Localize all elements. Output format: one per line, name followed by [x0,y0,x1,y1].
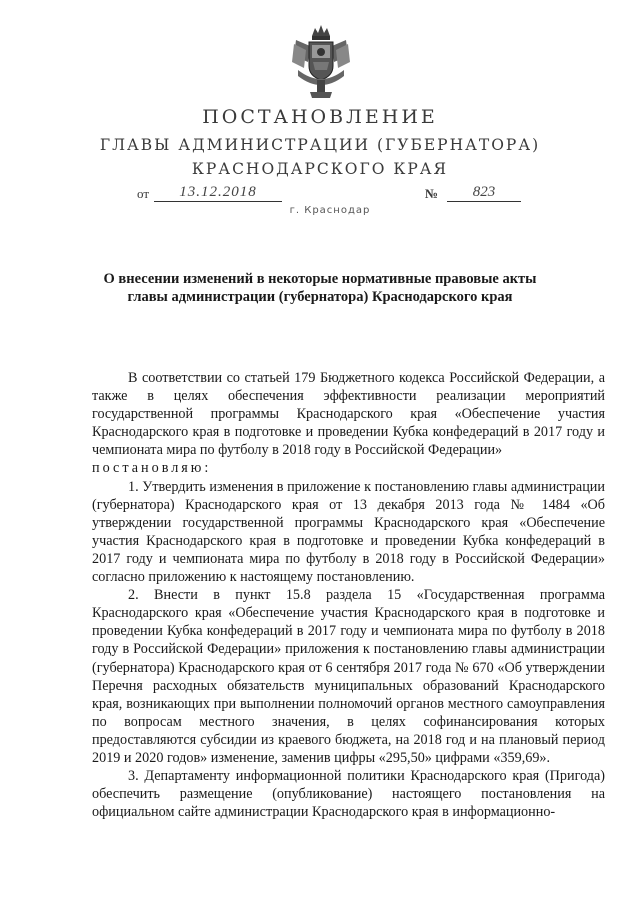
decree-word: постановляю: [92,460,212,477]
item-3-paragraph: 3. Департаменту информационной политики Краснодарского края (Пригода) обеспечить размещение (опубликование) настоящего постановления на официальном сайте администрации Краснодарского края в информационно- [92,768,605,821]
item-1-paragraph: 1. Утвердить изменения в приложение к постановлению главы администрации (губернатора) Краснодарского края от 13 декабря 2013 года № 1484 «Об утверждении государственной программы Краснодарского края «Обеспечение участия Краснодарского края в подготовке и проведении Кубка конфедераций в 2017 году и чемпионата мира по футболу в 2018 году в Российской Федерации» согласно приложению к настоящему постановлению. [92,478,605,586]
issuer-heading-line1: ГЛАВЫ АДМИНИСТРАЦИИ (ГУБЕРНАТОРА) [99,136,541,154]
issuer-heading-line2: КРАСНОДАРСКОГО КРАЯ [191,160,449,178]
document-type-heading: ПОСТАНОВЛЕНИЕ [202,106,438,128]
number-label: № [425,186,439,201]
city-label: г. Краснодар [289,205,371,216]
date-number-row [0,184,640,206]
document-body [92,369,605,821]
item-2-paragraph: 2. Внести в пункт 15.8 раздела 15 «Государственная программа Краснодарского края «Обеспечение участия Краснодарского края в подготовке и проведении Кубка конфедераций в 2017 году и чемпионата мира по футболу в 2018 году в Российской Федерации» приложения к постановлению главы администрации (губернатора) Краснодарского края от 6 сентября 2017 года № 670 «Об утверждении Перечня расходных обязательств муниципальных образований Краснодарского края, возникающих при выполнении полномочий органов местного самоуправления по вопросам местного значения, в целях софинансирования которых предоставляются субсидии из краевого бюджета, на 2018 год и на плановый период 2019 и 2020 годов» изменение, заменив цифры «295,50» цифрами «359,69». [92,587,605,766]
coat-of-arms-icon [290,22,352,100]
date-value: 13.12.2018 [154,184,282,202]
document-title: О внесении изменений в некоторые нормативные правовые акты главы администрации (губернатора) Краснодарского края [103,271,537,305]
preamble-paragraph: В соответствии со статьей 179 Бюджетного кодекса Российской Федерации, а также в целях обеспечения эффективности реализации мероприятий государственной программы Краснодарского края «Обеспечение участия Краснодарского края в подготовке и проведении Кубка конфедераций в 2017 году и чемпионата мира по футболу в 2018 году в Российской Федерации» [92,370,605,459]
number-value: 823 [447,184,521,202]
date-label: от [137,186,150,201]
